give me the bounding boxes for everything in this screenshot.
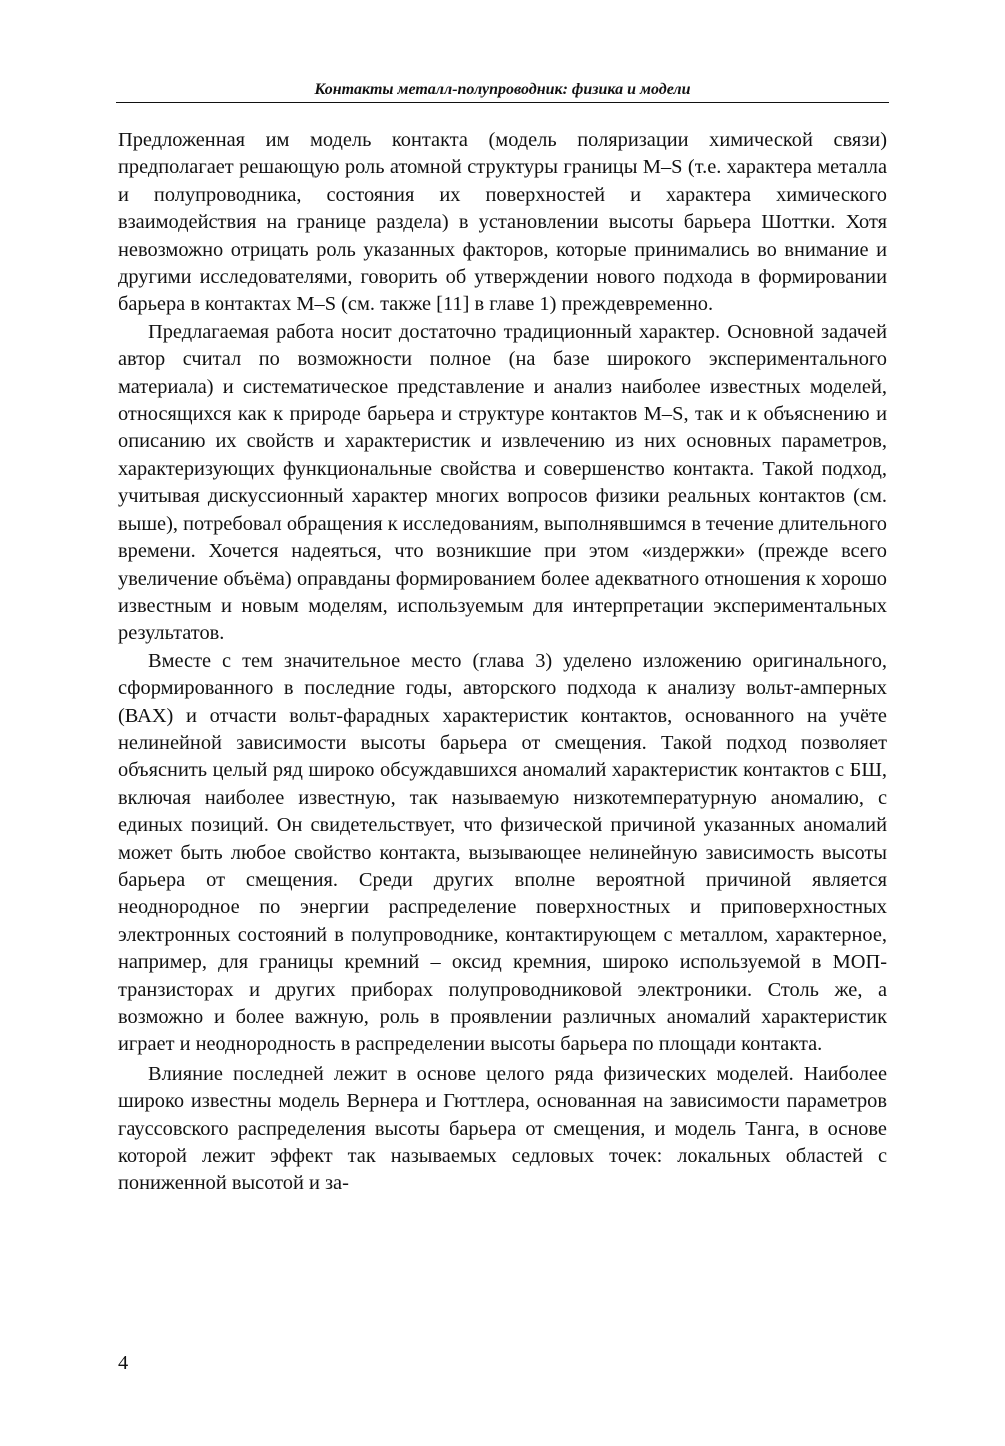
page-number: 4: [118, 1352, 129, 1374]
paragraph-4: Влияние последней лежит в основе целого ряда физических моделей. Наиболее широко известны модель Вернера и Гюттлера, основанная на зависимости параметров гауссовского распределения высоты барьера от смещения, и модель Танга, в основе которой лежит эффект так называемых седловых точек: локальных областей с пониженной высотой и за-: [118, 1062, 887, 1195]
header-rule: [116, 102, 889, 103]
body-text: [118, 127, 887, 1198]
paragraph-1: Предложенная им модель контакта (модель поляризации химической связи) предполагает решающую роль атомной структуры границы M–S (т.е. характера металла и полупроводника, состояния их поверхностей и характера химического взаимодействия на границе раздела) в установлении высоты барьера Шоттки. Хотя невозможно отрицать роль указанных факторов, которые принимались во внимание и другими исследователями, говорить об утверждении нового подхода в формировании барьера в контактах M–S (см. также [11] в главе 1) преждевременно.: [118, 129, 887, 316]
running-header: Контакты металл-полупроводник: физика и модели: [314, 81, 691, 98]
paragraph-3: Вместе с тем значительное место (глава 3) уделено изложению оригинального, сформированного в последние годы, авторского подхода к анализу вольт-амперных (ВАХ) и отчасти вольт-фарадных характеристик контактов, основанного на учёте нелинейной зависимости высоты барьера от смещения. Такой подход позволяет объяснить целый ряд широко обсуждавшихся аномалий характеристик контактов с БШ, включая наиболее известную, так называемую низкотемпературную аномалию, с единых позиций. Он свидетельствует, что физической причиной указанных аномалий может быть любое свойство контакта, вызывающее нелинейную зависимость высоты барьера от смещения. Среди других вполне вероятной причиной является неоднородное по энергии распределение поверхностных и приповерхностных электронных состояний в полупроводнике, контактирующем с металлом, характерное, например, для границы кремний – оксид кремния, широко используемой в МОП-транзисторах и других приборах полупроводниковой электроники. Столь же, а возможно и более важную, роль в проявлении различных аномалий характеристик играет и неоднородность в распределении высоты барьера по площади контакта.: [118, 649, 887, 1056]
paragraph-2: Предлагаемая работа носит достаточно традиционный характер. Основной задачей автор считал по возможности полное (на базе широкого экспериментального материала) и систематическое представление и анализ наиболее известных моделей, относящихся как к природе барьера и структуре контактов M–S, так и к объяснению и описанию их свойств и характеристик и извлечению из них основных параметров, характеризующих функциональные свойства и совершенство контакта. Такой подход, учитывая дискуссионный характер многих вопросов физики реальных контактов (см. выше), потребовал обращения к исследованиям, выполнявшимся в течение длительного времени. Хочется надеяться, что возникшие при этом «издержки» (прежде всего увеличение объёма) оправданы формированием более адекватного отношения к хорошо известным и новым моделям, используемым для интерпретации экспериментальных результатов.: [118, 320, 887, 645]
